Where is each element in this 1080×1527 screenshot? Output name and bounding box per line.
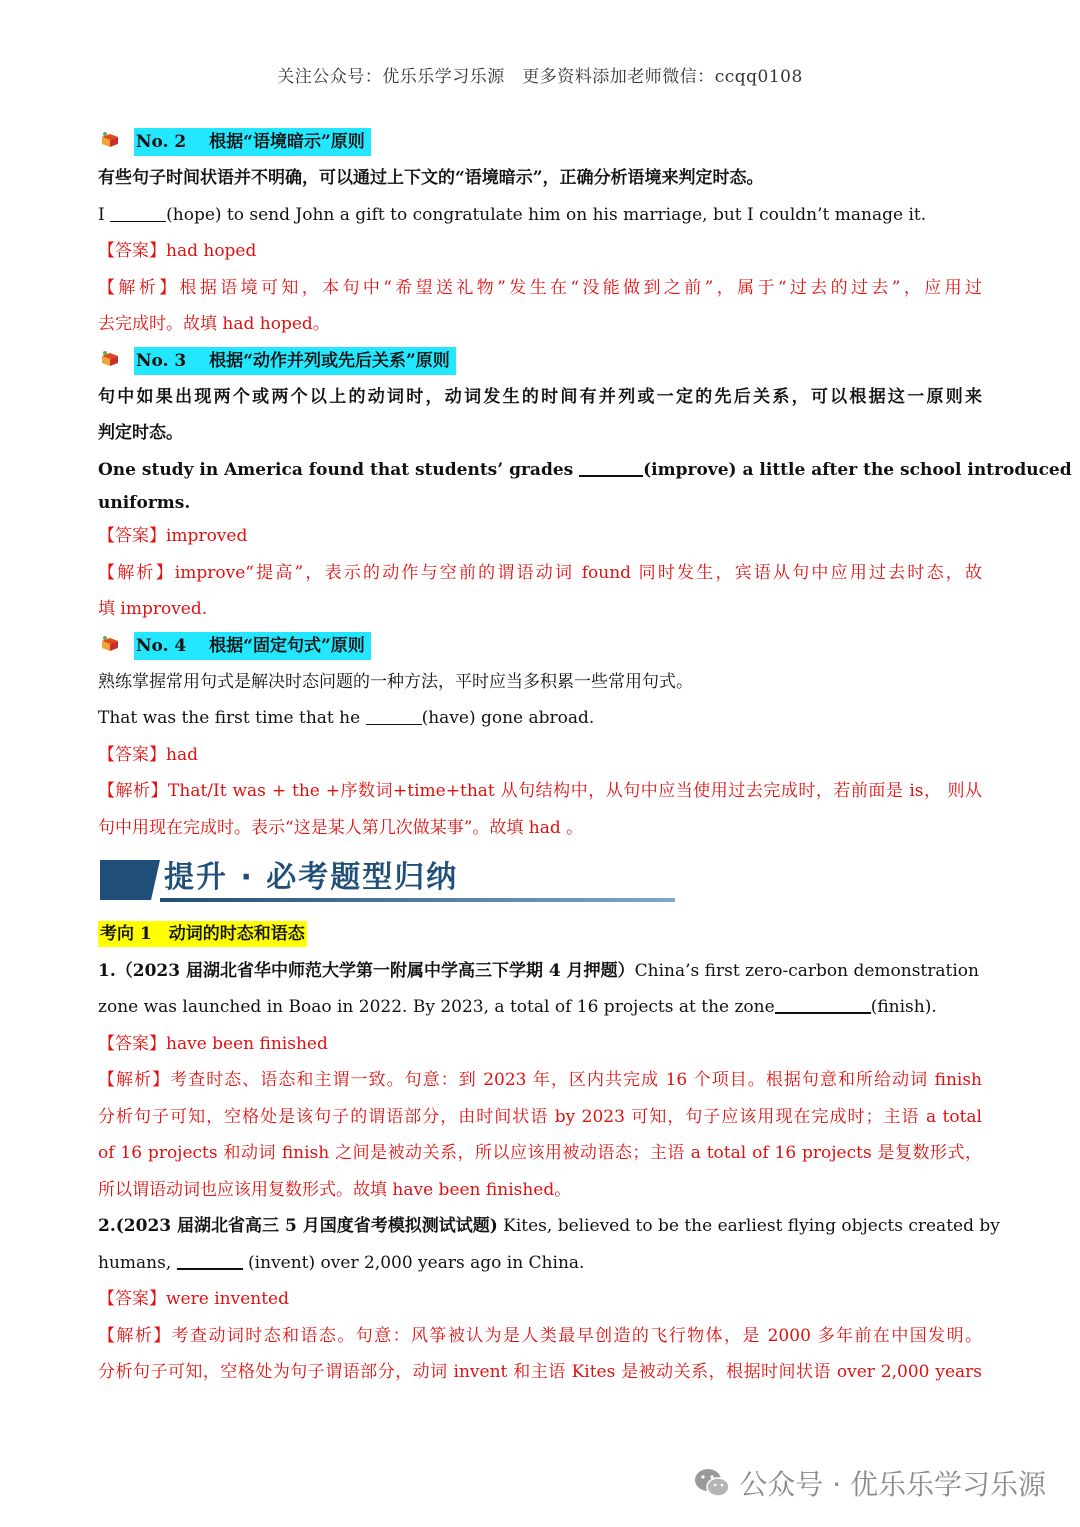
answer-blank bbox=[775, 995, 871, 1014]
no4-answer: 【答案】had bbox=[98, 744, 198, 765]
no2-analysis-line2: 去完成时。故填 had hoped。 bbox=[98, 314, 330, 334]
section-no3-heading bbox=[98, 343, 982, 379]
book-icon bbox=[100, 635, 120, 653]
section-no2-title: No. 2 根据“语境暗示”原则 bbox=[134, 128, 371, 156]
wechat-icon bbox=[693, 1466, 731, 1500]
no4-analysis-line2: 句中用现在完成时。表示“这是某人第几次做某事”。故填 had 。 bbox=[98, 817, 584, 838]
banner-bar bbox=[100, 860, 160, 900]
no3-question-line2: uniforms. bbox=[98, 493, 191, 513]
section-no2-heading bbox=[98, 124, 982, 160]
kx1-heading bbox=[98, 916, 982, 953]
kx1-q1-line2: zone was launched in Boao in 2022. By 2023, a total of 16 projects at the zone (finish). bbox=[98, 997, 937, 1017]
no3-question-line1: One study in America found that students’ grades (improve) a little after the school introduced bbox=[98, 459, 1072, 480]
no3-analysis-line2: 填 improved. bbox=[98, 599, 208, 619]
kx1-q2-answer: 【答案】were invented bbox=[98, 1289, 289, 1309]
answer-blank bbox=[579, 458, 643, 477]
section-no3-title: No. 3 根据“动作并列或先后关系”原则 bbox=[134, 347, 456, 375]
banner-rule bbox=[160, 898, 675, 902]
content bbox=[98, 124, 1072, 1391]
page-header: 关注公众号：优乐乐学习乐源 更多资料添加老师微信：ccqq0108 bbox=[277, 67, 803, 87]
kx1-q1-analysis-line3: of 16 projects 和动词 finish 之间是被动关系，所以应该用被动语态；主语 a total of 16 projects 是复数形式， bbox=[98, 1143, 982, 1163]
no2-question: I (hope) to send John a gift to congratulate him on his marriage, but I couldn’t manage it. bbox=[98, 204, 927, 225]
no4-analysis-line1: 【解析】That/It was + the +序数词+time+that 从句结构中，从句中应当使用过去完成时，若前面是 is， 则从 bbox=[98, 781, 982, 801]
no4-question: That was the first time that he (have) gone abroad. bbox=[98, 708, 595, 728]
no3-rule-line2: 判定时态。 bbox=[98, 423, 183, 443]
kx1-q1-analysis-line1: 【解析】考查时态、语态和主谓一致。句意：到 2023 年，区内共完成 16 个项目。根据句意和所给动词 finish bbox=[98, 1070, 982, 1090]
answer-blank bbox=[366, 707, 422, 725]
kx1-q2-analysis-line1: 【解析】考查动词时态和语态。句意：风筝被认为是人类最早创造的飞行物体，是 2000 多年前在中国发明。 bbox=[98, 1325, 982, 1346]
no3-analysis-line1: 【解析】improve“提高”，表示的动作与空前的谓语动词 found 同时发生，宾语从句中应用过去时态，故 bbox=[98, 562, 982, 583]
kx1-q2-line1: 2.(2023 届湖北省高三 5 月国度省考模拟测试试题) Kites, believed to be the earliest flying objects created by bbox=[98, 1216, 1000, 1236]
banner-title: 提升 · 必考题型归纳 bbox=[164, 860, 459, 895]
book-icon bbox=[100, 350, 120, 368]
watermark-text: 公众号 · 优乐乐学习乐源 bbox=[739, 1468, 1046, 1501]
kx1-q2-analysis-line2: 分析句子可知，空格处为句子谓语部分，动词 invent 和主语 Kites 是被动关系，根据时间状语 over 2,000 years bbox=[98, 1362, 982, 1382]
no2-rule: 有些句子时间状语并不明确，可以通过上下文的“语境暗示”，正确分析语境来判定时态。 bbox=[98, 168, 764, 188]
kx1-title: 考向 1 动词的时态和语态 bbox=[98, 921, 307, 947]
section-banner bbox=[98, 846, 982, 916]
kx1-q1-analysis-line2: 分析句子可知，空格处是该句子的谓语部分，由时间状语 by 2023 可知，句子应该用现在完成时；主语 a total bbox=[98, 1106, 982, 1127]
kx1-q2-line2: humans, (invent) over 2,000 years ago in China. bbox=[98, 1252, 585, 1273]
no3-rule-line1: 句中如果出现两个或两个以上的动词时，动词发生的时间有并列或一定的先后关系，可以根据这一原则来 bbox=[98, 386, 982, 407]
kx1-q1-line1: 1.（2023 届湖北省华中师范大学第一附属中学高三下学期 4 月押题）China’s first zero-carbon demonstration bbox=[98, 960, 979, 981]
no3-answer: 【答案】improved bbox=[98, 526, 248, 546]
section-no4-title: No. 4 根据“固定句式”原则 bbox=[134, 632, 371, 660]
answer-blank bbox=[110, 204, 166, 222]
section-no4-heading bbox=[98, 628, 982, 664]
book-icon bbox=[100, 131, 120, 149]
watermark bbox=[693, 1463, 1046, 1503]
answer-blank bbox=[177, 1251, 243, 1270]
kx1-q1-answer: 【答案】have been finished bbox=[98, 1033, 328, 1054]
kx1-q1-analysis-line4: 所以谓语动词也应该用复数形式。故填 have been finished。 bbox=[98, 1179, 572, 1200]
no2-answer: 【答案】had hoped bbox=[98, 241, 257, 261]
no2-analysis-line1: 【解析】根据语境可知，本句中“希望送礼物”发生在“没能做到之前”，属于“过去的过去”，应用过 bbox=[98, 277, 982, 298]
no4-rule: 熟练掌握常用句式是解决时态问题的一种方法，平时应当多积累一些常用句式。 bbox=[98, 671, 693, 692]
